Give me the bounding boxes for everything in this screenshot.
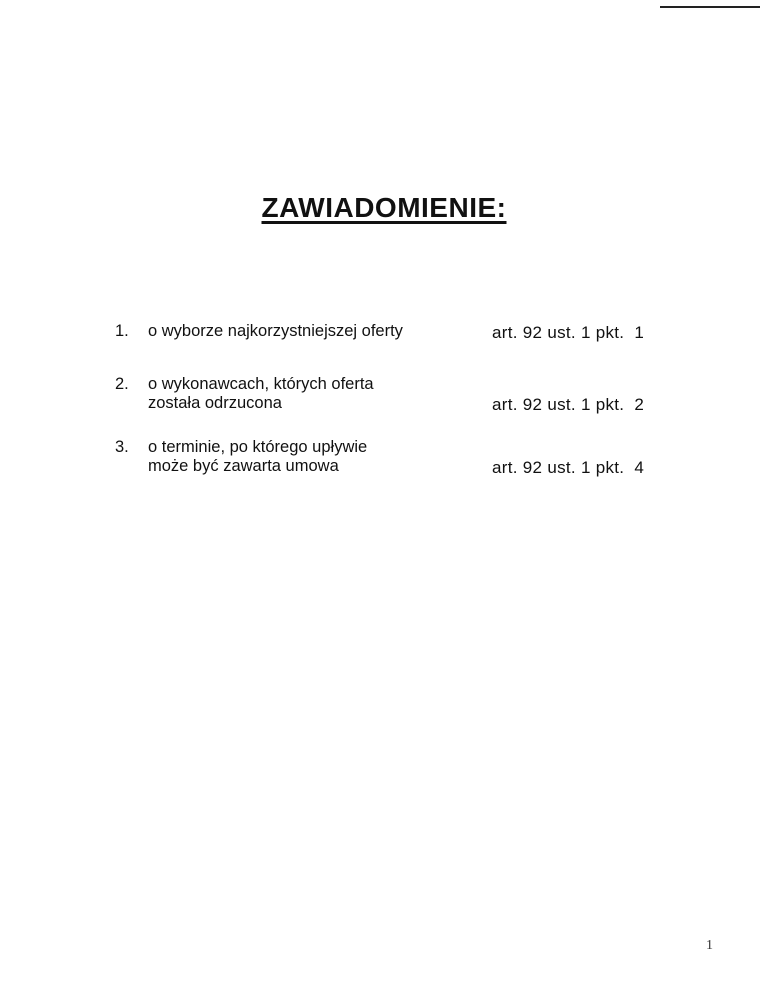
list-item-text	[148, 375, 468, 413]
document-title-text: ZAWIADOMIENIE:	[261, 192, 507, 223]
document-title	[0, 192, 768, 224]
list-item-number: 1.	[115, 322, 129, 340]
list-item-text-line: została odrzucona	[148, 394, 282, 412]
list-item-number: 3.	[115, 438, 129, 456]
scan-artifact-line	[660, 6, 760, 8]
page-number: 1	[706, 938, 713, 953]
list-item-text	[148, 322, 468, 341]
list-item-text-line: o wykonawcach, których oferta	[148, 375, 374, 393]
legal-reference: art. 92 ust. 1 pkt. 2	[492, 395, 645, 414]
list-item-text-line: może być zawarta umowa	[148, 457, 339, 475]
list-item-text	[148, 438, 468, 476]
legal-reference: art. 92 ust. 1 pkt. 1	[492, 323, 645, 342]
legal-reference: art. 92 ust. 1 pkt. 4	[492, 458, 645, 477]
list-item-number: 2.	[115, 375, 129, 393]
list-item-text-line: o wyborze najkorzystniejszej oferty	[148, 322, 403, 340]
list-item-text-line: o terminie, po którego upływie	[148, 438, 368, 456]
